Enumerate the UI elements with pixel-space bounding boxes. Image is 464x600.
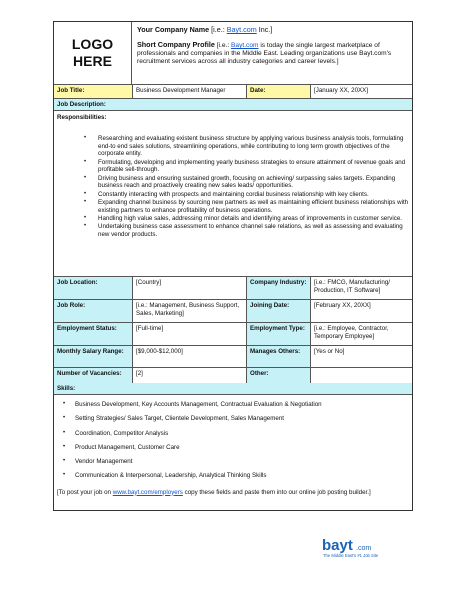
- detail-value[interactable]: [Country]: [132, 277, 246, 299]
- bayt-logo-suffix: .com: [356, 545, 372, 552]
- detail-value[interactable]: [i.e.: Management, Business Support, Sales, Marketing]: [132, 300, 246, 322]
- company-profile-pre: [i.e.:: [214, 42, 231, 49]
- detail-label: Number of Vacancies:: [54, 368, 132, 383]
- detail-label: Company Industry:: [246, 277, 310, 299]
- bayt-logo: [322, 537, 422, 559]
- skill-item: • Coordination, Competitor Analysis: [63, 430, 412, 438]
- job-title-row: [54, 85, 412, 99]
- responsibilities-section: [54, 111, 412, 277]
- company-info: [132, 22, 412, 84]
- company-profile: [137, 40, 407, 67]
- details-row: [54, 346, 412, 368]
- skill-item: • Communication & Interpersonal, Leadership, Analytical Thinking Skills: [63, 472, 412, 480]
- responsibilities-list: [54, 135, 412, 239]
- details-table: [54, 277, 412, 383]
- footer-note-post: copy these fields and paste them into our online job posting builder.]: [182, 488, 371, 496]
- detail-label: Joining Date:: [246, 300, 310, 322]
- footer-note-pre: [To post your job on: [57, 488, 113, 496]
- responsibility-item: • Constantly interacting with prospects and maintaining cordial business relationship with key clients.: [84, 191, 412, 199]
- logo-line-1: LOGO: [71, 35, 114, 52]
- skill-item: • Business Development, Key Accounts Management, Contractual Evaluation & Negotiation: [63, 401, 412, 409]
- skill-item: • Vendor Management: [63, 458, 412, 466]
- skills-row: [54, 383, 412, 395]
- responsibilities-label: Responsibilities:: [57, 114, 107, 121]
- bayt-tagline: The Middle East's #1 Job Site: [323, 553, 379, 558]
- details-row: [54, 368, 412, 383]
- responsibility-item: • Handling high value sales, addressing minor details and identifying areas of improvements in customer service.: [84, 215, 412, 223]
- detail-value[interactable]: [i.e.: FMCG, Manufacturing/ Production, IT Software]: [310, 277, 412, 299]
- footer-note: [54, 487, 412, 497]
- detail-value[interactable]: [Yes or No]: [310, 346, 412, 367]
- company-profile-link[interactable]: Bayt.com: [231, 42, 259, 49]
- job-title-label: Job Title:: [57, 87, 85, 94]
- detail-value[interactable]: [i.e.: Employee, Contractor, Temporary Employee]: [310, 323, 412, 345]
- employers-link[interactable]: www.bayt.com/employers: [112, 488, 183, 496]
- bayt-logo-graphic: [322, 537, 422, 559]
- detail-label: Other:: [246, 368, 310, 383]
- responsibility-item: • Researching and evaluating existent business structure by applying various business analysis tools, formulating end-to end sales solutions, streamlining operations, while contributing to long term growth objectives of the corporate entity.: [84, 135, 412, 158]
- detail-label: Job Role:: [54, 300, 132, 322]
- detail-value[interactable]: [$9,000-$12,000]: [132, 346, 246, 367]
- skill-item: • Setting Strategies/ Sales Target, Clientele Development, Sales Management: [63, 415, 412, 423]
- skills-list: [54, 401, 412, 480]
- job-description-row: [54, 99, 412, 111]
- company-name-hint: [i.e.:: [209, 25, 227, 34]
- detail-value[interactable]: [2]: [132, 368, 246, 383]
- company-profile-label: Short Company Profile: [137, 40, 215, 49]
- detail-label: Employment Type:: [246, 323, 310, 345]
- details-row: [54, 277, 412, 300]
- date-label: Date:: [246, 85, 310, 98]
- detail-value[interactable]: [Full-time]: [132, 323, 246, 345]
- details-row: [54, 323, 412, 346]
- responsibility-item: • Driving business and ensuring sustained growth, focusing on achieving/ surpassing sales targets. Expanding business reach and proactively creating new sales leads/ opportunities.: [84, 175, 412, 191]
- details-row: [54, 300, 412, 323]
- detail-value[interactable]: [310, 368, 412, 383]
- responsibility-item: • Undertaking business case assessment to enhance channel sale relations, as well as assessing and evaluating new vendor products.: [84, 223, 412, 239]
- form-header: [54, 22, 412, 85]
- company-name-label: Your Company Name: [137, 25, 210, 34]
- logo-line-2: HERE: [73, 53, 112, 69]
- detail-label: Job Location:: [54, 277, 132, 299]
- responsibility-item: • Formulating, developing and implementing yearly business strategies to ensure attainment of revenue goals and profitable sell-through.: [84, 159, 412, 175]
- logo-placeholder: [54, 22, 132, 84]
- company-profile-text: is today the single largest marketplace of professionals and companies in the Middle East. Leading organizations use Bayt.com's recruitment services across all industry categories and career levels.]: [137, 42, 392, 66]
- company-name: [137, 25, 407, 34]
- responsibility-item: • Expanding channel business by sourcing new partners as well as maintaining efficient business relationships with existing partners to enhance profitability of business operations.: [84, 199, 412, 215]
- date-value[interactable]: [January XX, 20XX]: [310, 85, 412, 98]
- job-description-form: [53, 21, 413, 511]
- job-title-value[interactable]: Business Development Manager: [132, 85, 246, 98]
- skill-item: • Product Management, Customer Care: [63, 444, 412, 452]
- company-name-hint-end: Inc.]: [256, 25, 273, 34]
- detail-label: Manages Others:: [246, 346, 310, 367]
- company-name-link[interactable]: Bayt.com: [226, 25, 257, 34]
- skills-section: [54, 395, 412, 510]
- detail-value[interactable]: [February XX, 20XX]: [310, 300, 412, 322]
- job-description-label: Job Description:: [57, 101, 106, 108]
- detail-label: Monthly Salary Range:: [54, 346, 132, 367]
- skills-label: Skills:: [57, 385, 76, 392]
- bayt-logo-text: bayt: [322, 537, 353, 554]
- detail-label: Employment Status:: [54, 323, 132, 345]
